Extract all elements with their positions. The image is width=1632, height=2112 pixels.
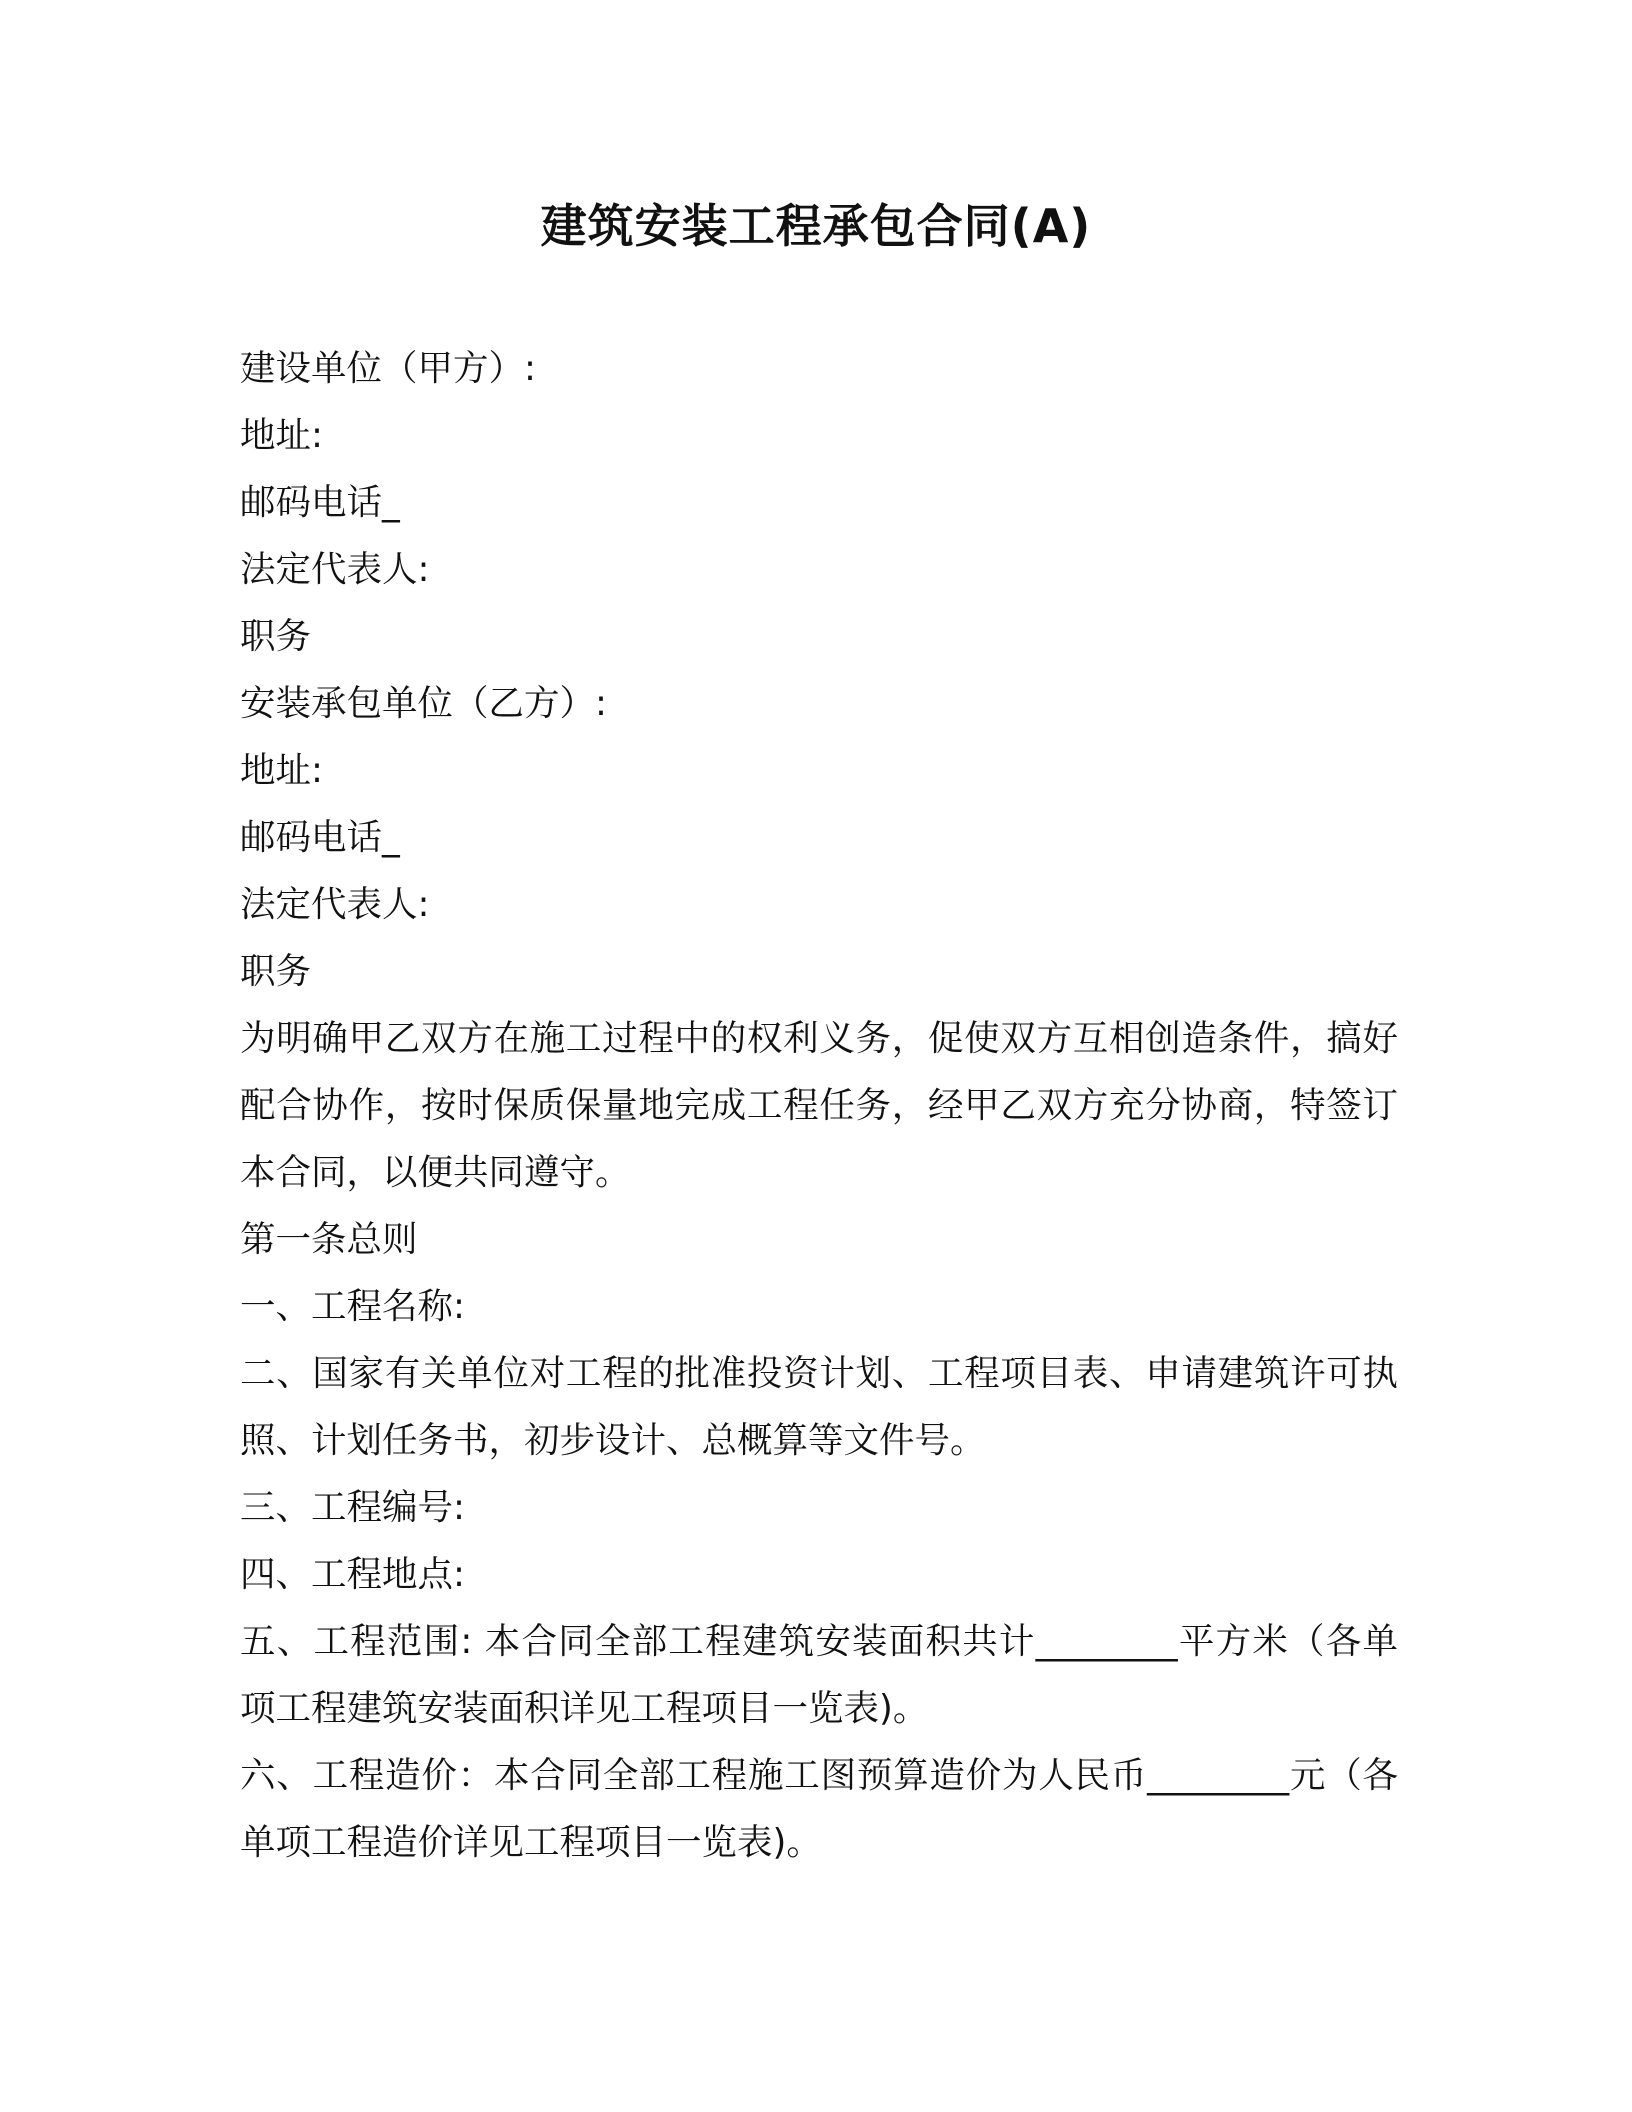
contract-body bbox=[240, 335, 1398, 1876]
article-1-item-project-cost: 六、工程造价：本合同全部工程施工图预算造价为人民币________元（各单项工程造价详见工程项目一览表)。 bbox=[240, 1755, 1398, 1863]
document-title: 建筑安装工程承包合同(A) bbox=[540, 199, 1092, 253]
article-1-item-project-location: 四、工程地点: bbox=[240, 1554, 465, 1595]
article-1-heading: 第一条总则 bbox=[240, 1219, 418, 1260]
party-b-unit-label: 安装承包单位（乙方）: bbox=[240, 683, 607, 724]
party-a-legal-rep-label: 法定代表人: bbox=[240, 549, 430, 590]
party-a-postcode-phone-label: 邮码电话_ bbox=[240, 482, 400, 523]
party-b-postcode-phone-label: 邮码电话_ bbox=[240, 817, 400, 858]
article-1-item-project-scope: 五、工程范围: 本合同全部工程建筑安装面积共计________平方米（各单项工程建筑安装面积详见工程项目一览表)。 bbox=[240, 1621, 1398, 1729]
party-a-position-label: 职务 bbox=[240, 616, 312, 657]
preamble-paragraph: 为明确甲乙双方在施工过程中的权利义务，促使双方互相创造条件，搞好配合协作，按时保质保量地完成工程任务，经甲乙双方充分协商，特签订本合同，以便共同遵守。 bbox=[240, 1018, 1398, 1193]
article-1-item-approval-documents: 二、国家有关单位对工程的批准投资计划、工程项目表、申请建筑许可执照、计划任务书，初步设计、总概算等文件号。 bbox=[240, 1353, 1398, 1461]
party-b-legal-rep-label: 法定代表人: bbox=[240, 884, 430, 925]
article-1-item-project-name: 一、工程名称: bbox=[240, 1286, 465, 1327]
article-1-item-project-number: 三、工程编号: bbox=[240, 1487, 465, 1528]
party-b-address-label: 地址: bbox=[240, 750, 323, 791]
party-a-unit-label: 建设单位（甲方）: bbox=[240, 348, 536, 389]
party-a-address-label: 地址: bbox=[240, 415, 323, 456]
party-b-position-label: 职务 bbox=[240, 951, 312, 992]
